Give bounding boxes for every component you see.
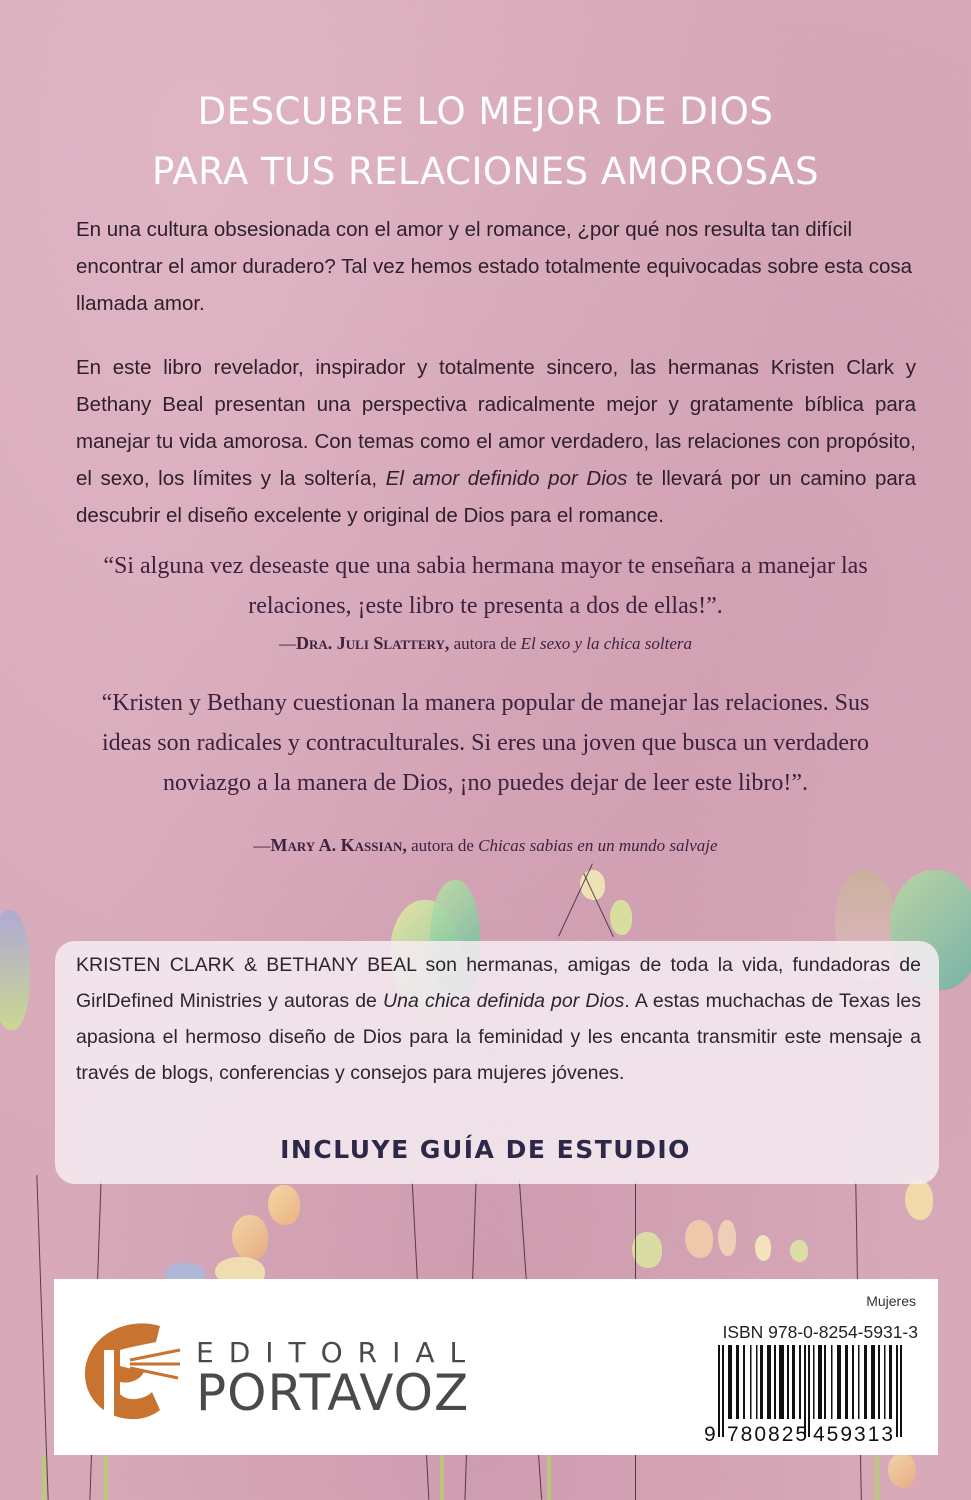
flower-stem: [558, 864, 593, 937]
paragraph-2-text-end: te llevará por un camino para descubrir el diseño excelente y original de Dios para el romance.: [76, 467, 916, 527]
bio-text-end: . A estas muchachas de Texas les apasiona el hermoso diseño de Dios para la feminidad y les encanta transmitir este mensaje a través de blogs, conferencias y consejos para mujeres jóvenes.: [76, 990, 922, 1084]
publisher-name-line-2: PORTAVOZ: [196, 1364, 470, 1422]
flower-petal-icon: [632, 1232, 662, 1268]
paragraph-2-text-start: En este libro revelador, inspirador y totalmente sincero, las hermanas Kristen Clark y Bethany Beal presentan una perspectiva radicalmente mejor y gratamente bíblica para manejar tu vida amorosa. Con temas como el amor verdadero, las relaciones con propósito, el sexo, los límites y la soltería,: [76, 356, 916, 490]
grass-blade: [440, 1455, 444, 1500]
book-title: El amor definido por Dios: [385, 467, 628, 490]
endorser-role: autora de: [449, 634, 521, 653]
category-label: Mujeres: [866, 1293, 916, 1309]
study-guide-label: INCLUYE GUÍA DE ESTUDIO: [280, 1135, 691, 1164]
flower-petal-icon: [268, 1185, 300, 1225]
author-names: KRISTEN CLARK & BETHANY BEAL: [76, 954, 417, 976]
attribution-dash: —: [253, 836, 271, 855]
flower-stem: [36, 1175, 48, 1500]
flower-petal-icon: [790, 1240, 808, 1262]
flower-petal-icon: [610, 900, 632, 935]
headline: [0, 82, 971, 202]
flower-petal-icon: [685, 1220, 713, 1258]
barcode-icon: [700, 1345, 918, 1445]
isbn-label: ISBN 978-0-8254-5931-3: [722, 1322, 918, 1342]
flower-petal-icon: [718, 1220, 736, 1256]
flower-petal-icon: [905, 1180, 933, 1220]
endorsement-quote-2: “Kristen y Bethany cuestionan la manera popular de manejar las relaciones. Sus ideas son radicales y contraculturales. Si eres una joven que busca un verdadero noviazgo a la manera de Dios, ¡no puedes dejar de leer este libro!”.: [101, 690, 870, 796]
endorsement-quote-1: “Si alguna vez deseaste que una sabia hermana mayor te enseñara a manejar las relaciones, ¡este libro te presenta a dos de ellas!”.: [103, 553, 868, 619]
endorser-book: El sexo y la chica soltera: [520, 634, 692, 653]
flower-petal-icon: [755, 1235, 771, 1261]
endorser-role: autora de: [406, 836, 479, 855]
attribution-dash: —: [279, 634, 296, 653]
portavoz-logo-icon: [82, 1320, 182, 1420]
svg-text:780825: 780825: [727, 1423, 810, 1445]
svg-text:9: 9: [704, 1423, 716, 1445]
publisher-name-line-1: EDITORIAL: [196, 1336, 481, 1369]
description-paragraph-2: [76, 349, 916, 534]
headline-line-2: PARA TUS RELACIONES AMOROSAS: [151, 150, 819, 193]
previous-book-title: Una chica definida por Dios: [383, 990, 625, 1012]
endorser-name: Dra. Juli Slattery,: [296, 633, 450, 653]
endorsement-attribution-2: [0, 833, 971, 858]
flower-petal-icon: [888, 1453, 916, 1488]
grass-blade: [104, 1455, 108, 1500]
flower-petal-icon: [0, 910, 30, 1030]
headline-line-1: DESCUBRE LO MEJOR DE DIOS: [197, 90, 774, 133]
endorsement-attribution-1: [0, 631, 971, 656]
endorser-name: Mary A. Kassian,: [270, 835, 407, 855]
grass-blade: [42, 1455, 46, 1500]
flower-petal-icon: [232, 1215, 268, 1260]
grass-blade: [875, 1455, 879, 1500]
grass-blade: [547, 1455, 551, 1500]
author-bio: [76, 947, 921, 1091]
endorser-book: Chicas sabias en un mundo salvaje: [478, 836, 718, 855]
description-paragraph-1: En una cultura obsesionada con el amor y el romance, ¿por qué nos resulta tan difícil encontrar el amor duradero? Tal vez hemos estado totalmente equivocadas sobre esta cosa llamada amor.: [76, 218, 913, 315]
svg-text:459313: 459313: [813, 1423, 896, 1445]
bio-text-start: son hermanas, amigas de toda la vida, fundadoras de GirlDefined Ministries y autoras de: [76, 954, 921, 1012]
